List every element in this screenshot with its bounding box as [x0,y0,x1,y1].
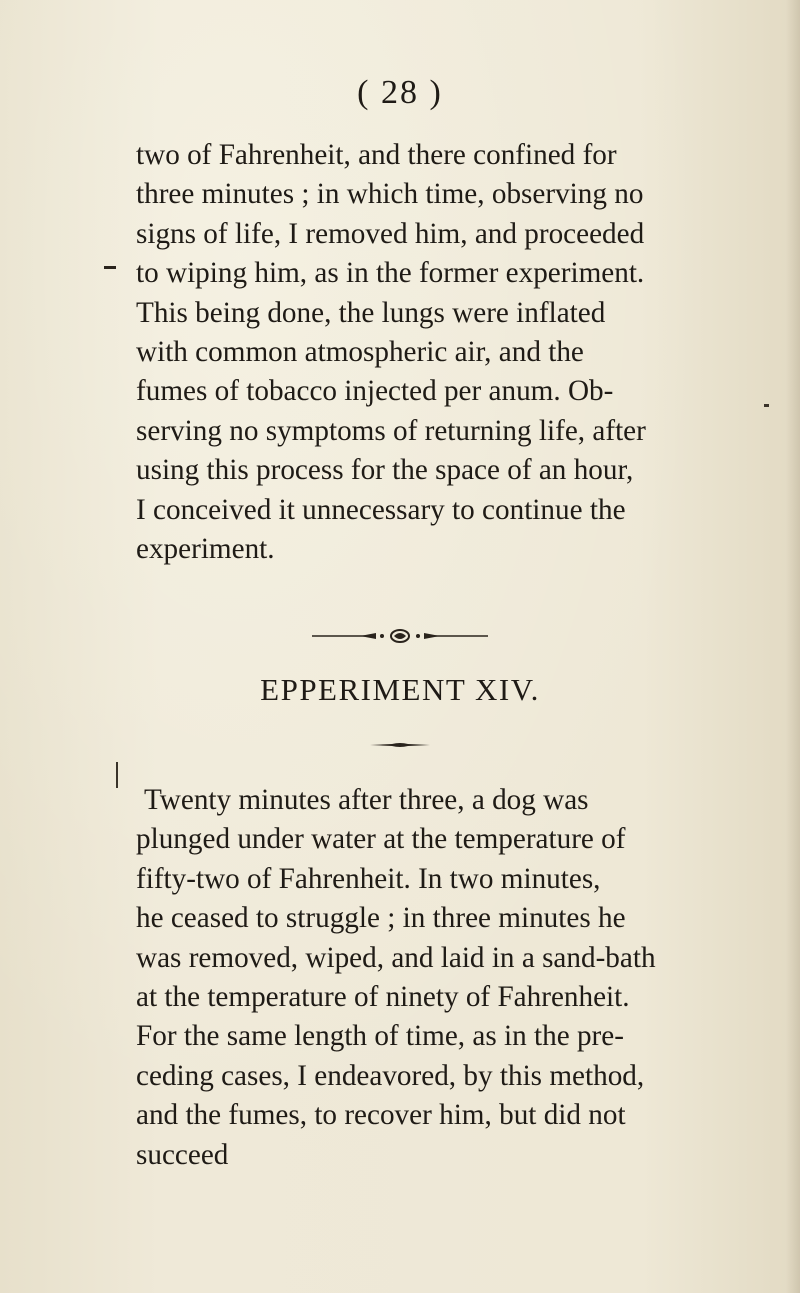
text-line: serving no symptoms of returning life, after [136,414,646,447]
text-line: ceding cases, I endeavored, by this method, [136,1059,645,1092]
paragraph-continued [136,136,736,569]
text-line: fifty-two of Fahrenheit. In two minutes, [136,862,601,895]
page-number: ( 28 ) [357,74,443,111]
text-line: signs of life, I removed him, and proceeded [136,217,645,250]
text-line: was removed, wiped, and laid in a sand-bath [136,941,656,974]
text-line: Twenty minutes after three, a dog was [144,784,589,816]
text-line: This being done, the lungs were inflated [136,296,606,329]
text-line: with common atmospheric air, and the [136,336,584,369]
paragraph [136,781,736,1175]
text-line: three minutes ; in which time, observing no [136,178,644,211]
section-heading: EPPERIMENT XIV. [260,672,540,707]
text-line: using this process for the space of an hour, [136,454,634,487]
text-line: plunged under water at the temperature of [136,823,626,856]
section-ornament [310,628,490,644]
text-line: For the same length of time, as in the pre- [136,1020,624,1053]
text-line: to wiping him, as in the former experiment. [136,257,645,290]
heading-rule [370,742,430,748]
text-line: experiment. [136,533,275,566]
page-edge-shadow [786,0,800,1293]
text-line: and the fumes, to recover him, but did not [136,1099,626,1132]
text-line: succeed [136,1138,229,1171]
margin-mark [104,266,116,269]
margin-mark [116,762,118,788]
text-line: I conceived it unnecessary to continue the [136,493,626,526]
text-line: he ceased to struggle ; in three minutes he [136,902,626,935]
text-line: fumes of tobacco injected per anum. Ob- [136,375,614,408]
margin-mark [764,404,769,407]
text-line: at the temperature of ninety of Fahrenheit. [136,981,630,1014]
text-line: two of Fahrenheit, and there confined for [136,139,617,171]
